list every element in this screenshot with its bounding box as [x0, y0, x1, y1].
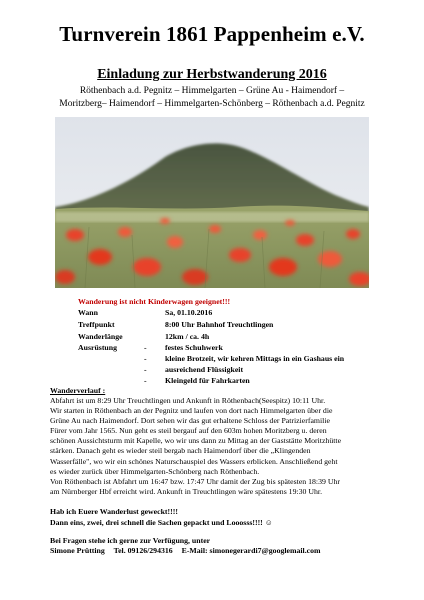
- fact-value: Sa, 01.10.2016: [165, 308, 213, 317]
- contact-name: Simone Prütting: [50, 546, 105, 555]
- equipment-item: Kleingeld für Fahrkarten: [165, 376, 250, 385]
- stroller-warning: Wanderung ist nicht Kinderwagen geeignet!!!: [78, 297, 231, 306]
- paragraph-line: Wir starten in Röthenbach an der Pegnitz und laufen von dort nach Himmelgarten über die: [50, 406, 333, 416]
- equipment-item: ausreichend Flüssigkeit: [165, 365, 244, 374]
- paragraph-line: es wieder zurück über Himmelgarten-Schönberg nach Röthenbach.: [50, 466, 260, 476]
- paragraph-line: Abfahrt ist um 8:29 Uhr Treuchtlingen und Ankunft in Röthenbach(Seespitz) 10:11 Uhr.: [50, 396, 326, 405]
- equipment-label: Ausrüstung: [78, 343, 117, 352]
- paragraph-line: Grüne Au nach Haimendorf. Dort sehen wir das gut erhaltene Schloss der Patrizierfamilie: [50, 416, 330, 426]
- equipment-item: kleine Brotzeit, wir kehren Mittags in ein Gashaus ein: [165, 354, 345, 363]
- invitation-subtitle: Einladung zur Herbstwanderung 2016: [97, 67, 327, 82]
- closing-line-1: Hab ich Euere Wanderlust geweckt!!!!: [50, 507, 178, 516]
- contact-intro: Bei Fragen stehe ich gerne zur Verfügung, unter: [50, 536, 211, 545]
- equipment-item: festes Schuhwerk: [165, 343, 223, 352]
- equipment-label-row: [78, 343, 117, 352]
- contact-phone: Tel. 09126/294316: [113, 546, 173, 555]
- route-line-2: Moritzberg– Haimendorf – Himmelgarten-Schönberg – Röthenbach a.d. Pegnitz: [59, 99, 365, 109]
- page-title: Turnverein 1861 Pappenheim e.V.: [59, 22, 365, 46]
- paragraph-line: Von Röthenbach ist Abfahrt um 16:47 bzw. 17:47 Uhr damit der Zug bis spätesten 18:39 Uhr: [50, 476, 340, 486]
- fact-label: Treffpunkt: [78, 320, 115, 329]
- bullet-dash: -: [144, 343, 147, 352]
- bullet-dash: -: [144, 376, 147, 385]
- route-description-heading: Wanderverlauf :: [50, 386, 106, 395]
- paragraph-line: stärken. Danach geht es wieder steil bergab nach Haimendorf über die „Klingenden: [50, 446, 311, 456]
- bullet-dash: -: [144, 354, 147, 363]
- contact-details: [50, 546, 328, 555]
- paragraph-line: am Nürnberger Hbf erreicht wird. Ankunft in Treuchtlingen wäre spätestens 19:30 Uhr.: [50, 486, 323, 496]
- hill-poppy-photo: [55, 117, 369, 288]
- bullet-dash: -: [144, 365, 147, 374]
- contact-email[interactable]: E-Mail: simonegerardi7@googlemail.com: [181, 546, 321, 555]
- fact-value: 12km / ca. 4h: [165, 332, 210, 341]
- fact-label: Wann: [78, 308, 98, 317]
- paragraph-line: schönen Aussichtsturm mit Kapelle, wo wir uns dann zu Mittag an der Gaststätte Moritzhütte: [50, 436, 342, 446]
- closing-line-2: Dann eins, zwei, drei schnell die Sachen gepackt und Looosss!!!! ☺: [50, 518, 273, 527]
- fact-label: Wanderlänge: [78, 332, 123, 341]
- route-line-1: Röthenbach a.d. Pegnitz – Himmelgarten – Grüne Au - Haimendorf –: [79, 86, 345, 96]
- paragraph-line: Wasserfälle", wo wir ein schönes Naturschauspiel des Wassers erblicken. Anschließend geht: [50, 456, 338, 466]
- paragraph-line: Fürer vom Jahr 1565. Nun geht es steil bergauf auf den 603m hohen Moritzberg u. deren: [50, 426, 327, 436]
- fact-value: 8:00 Uhr Bahnhof Treuchtlingen: [165, 320, 274, 329]
- route-description: [50, 396, 341, 497]
